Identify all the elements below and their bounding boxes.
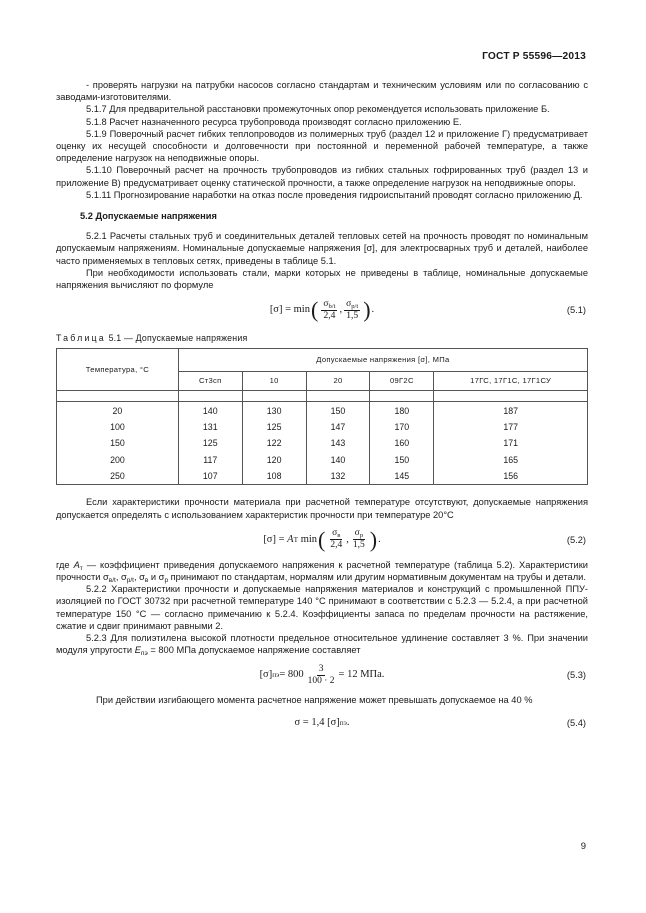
formula-5-1-lhs: [σ] = min (269, 304, 310, 316)
formula-5-4-number: (5.4) (566, 717, 586, 728)
table-row: 200 117 120 140 150 165 (57, 452, 588, 468)
page-content (56, 79, 588, 739)
paragraph-5-2-3: 5.2.3 Для полиэтилена высокой плотности предельное относительное удлинение составляет 3 %. При значении модуля упругости $E_{пэ} = 800$ МПа допускаемое напряжение составляет (56, 633, 588, 658)
table-caption: Таблица 5.1 — Допускаемые напряжения (56, 333, 248, 344)
formula-5-1: [σ] = min ( $\frac{\sigma_{b/t}}{2,4}$ , $\frac{\sigma_{p/t}}{1,5}$ ) . (5.1) (269, 297, 586, 323)
paragraph-formula-intro: При необходимости использовать стали, марки которых не приведены в таблице, номинальные допускаемые напряжения вычисляют по формуле (56, 267, 588, 291)
paragraph-5-1-10: 5.1.10 Поверочный расчет на прочность трубопроводов из гибких стальных гофрированных труб (раздел 13 и приложение В) предусматривает оценку статической прочности, а также определение нагрузок на неподвижные опоры. (56, 165, 588, 188)
paragraph-5-2-1: 5.2.1 Расчеты стальных труб и соединительных деталей тепловых сетей на прочность проводят по номинальным допускаемым напряжениям. Номинальные допускаемые напряжения [σ], для электросварных труб и деталей, наиболее часто применяемых в тепловых сетях, приведены в таблице 5.1. (56, 231, 588, 266)
open-paren: ( (310, 297, 319, 323)
paragraph-5-1-9: 5.1.9 Поверочный расчет гибких теплопроводов из полимерных труб (раздел 12 и приложение Г) предусматривает оценку их несущей способности и долговечности при постоянной и переменной рабочей температуре, а также определение нагрузок на неподвижные опоры. (56, 128, 588, 164)
column-header-steel: 20 (306, 372, 370, 391)
open-paren: ( (318, 526, 326, 552)
page-number: 9 (580, 841, 586, 852)
formula-5-3: [σ] пэ = 800 $\frac{3}{100 \cdot 2}$ = 12 МПа. (5.3) (259, 663, 586, 686)
formula-5-1-number: (5.1) (566, 305, 586, 316)
section-title: 5.2 Допускаемые напряжения (80, 211, 217, 222)
paragraph-check-loads: - проверять нагрузки на патрубки насосов согласно стандартам и техническим условиям или по согласованию с заводами-изготовителями. (56, 80, 588, 103)
close-paren: ) (369, 526, 378, 552)
allowable-stress-table (56, 348, 588, 485)
formula-5-4: σ = 1,4 [σ] пэ . (5.4) (294, 716, 586, 728)
paragraph-5-1-8: 5.1.8 Расчет назначенного ресурса трубопровода производят согласно приложению Е. (86, 116, 462, 127)
paragraph-5-2-2: 5.2.2 Характеристики прочности и допускаемые напряжения материалов и конструкций с промышленной ППУ-изоляцией по ГОСТ 30732 при расчетной температуре 140 °С принимают в соответствии с 5.2.3 — 5.2.4, а при расчетной температуре 150 °С — согласно примечанию к 5.2.4. Коэффициенты запаса по пределам прочности на растяжение, сжатие и сдвиг принимают равными 2. (56, 584, 588, 631)
formula-5-2-frac-1: $\frac{\sigma_в}{2,4}$ (330, 528, 343, 551)
paragraph-where: где $A_т$ — коэффициент приведения допускаемого напряжения к расчетной температуре (таблица 5.2). Характеристики прочности $\sigma_{в/t}$, $\sigma_{p/t}$, $\sigma_в$ и $\sigma_p$ принимают по стандартам, нормалям или другим нормативным документам на трубы и детали. (56, 559, 588, 585)
paragraph-5-1-7: 5.1.7 Для предварительной расстановки промежуточных опор рекомендуется использовать приложение Б. (86, 104, 550, 115)
column-header-temperature: Температура, °С (57, 349, 179, 391)
standard-header: ГОСТ Р 55596—2013 (482, 51, 586, 62)
close-paren: ) (363, 297, 371, 323)
table-row: 250 107 108 132 145 156 (57, 468, 588, 485)
paragraph-bending: При действии изгибающего момента расчетное напряжение может превышать допускаемое на 40 % (96, 695, 533, 706)
table-row: 100 131 125 147 170 177 (57, 419, 588, 435)
column-header-steel: Ст3сп (178, 372, 242, 391)
column-header-steel: 10 (242, 372, 306, 391)
paragraph-5-1-11: 5.1.11 Прогнозирование наработки на отказ после проведения гидроиспытаний проводят согласно приложению Д. (86, 189, 583, 200)
table-row: 150 125 122 143 160 171 (57, 435, 588, 451)
table-row: 20 140 130 150 180 187 (57, 402, 588, 419)
column-header-steel: 09Г2С (370, 372, 434, 391)
column-header-steel: 17ГС, 17Г1С, 17Г1СУ (434, 372, 588, 391)
formula-5-3-frac: $\frac{3}{100 \cdot 2}$ (307, 663, 335, 686)
formula-5-2: [σ] = A T min ( $\frac{\sigma_в}{2,4}$ , $\frac{\sigma_p}{1,5}$ ) . (5.2) (263, 526, 586, 552)
paragraph-no-data: Если характеристики прочности материала при расчетной температуре отсутствуют, допускаемые напряжения допускается определять с использованием характеристик прочности при температуре 20°С (56, 497, 588, 520)
formula-5-1-frac-2: $\frac{\sigma_{p/t}}{1,5}$ (346, 298, 359, 321)
formula-5-3-number: (5.3) (566, 670, 586, 681)
formula-5-2-frac-2: $\frac{\sigma_p}{1,5}$ (352, 528, 365, 551)
formula-5-2-number: (5.2) (566, 534, 586, 545)
formula-5-1-frac-1: $\frac{\sigma_{b/t}}{2,4}$ (323, 298, 336, 321)
column-group-header: Допускаемые напряжения [σ], МПа (178, 349, 587, 372)
